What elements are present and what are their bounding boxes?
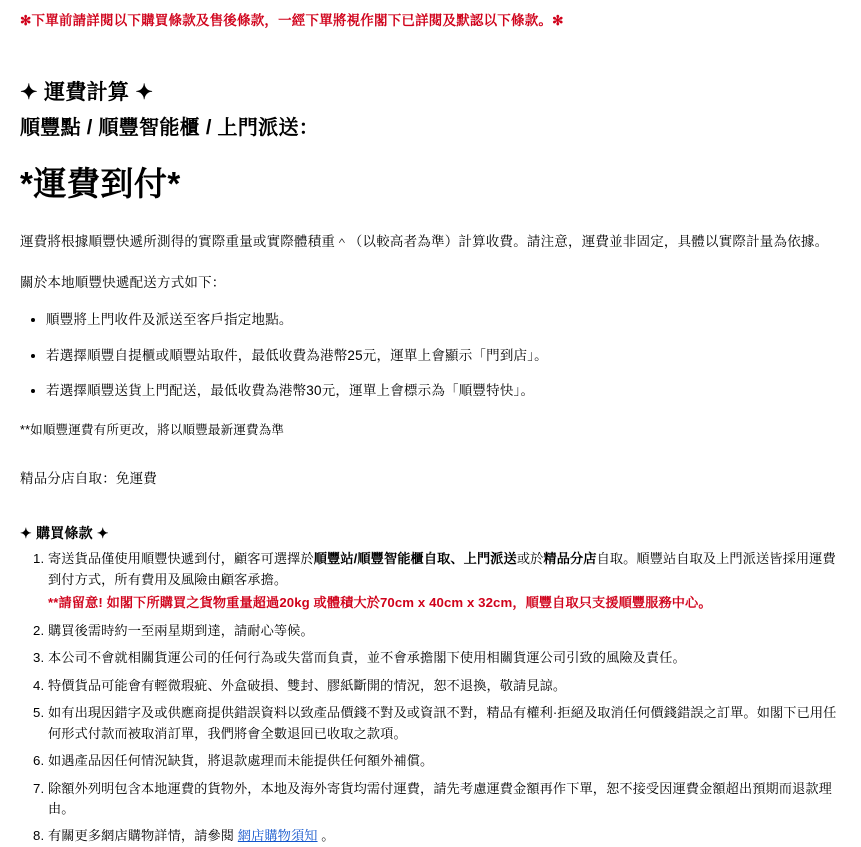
- list-item: • 若選擇順豐自提櫃或順豐站取件，最低收費為港幣25元，運單上會顯示「門到店」。: [46, 345, 841, 367]
- table-row: [48, 703, 841, 744]
- local-delivery-lead-text: 關於本地順豐快遞配送方式如下：: [20, 275, 226, 291]
- term-text-run: 購買後需時約一至兩星期到達，請耐心等候。: [48, 622, 314, 638]
- term-text-run: 本公司不會就相關貨運公司的任何行為或失當而負責，並不會承擔閣下使用相關貨運公司引致的風險及責任。: [48, 650, 686, 666]
- table-row: [48, 621, 841, 641]
- term-emphasis: 順豐站/順豐智能櫃自取、上門派送: [313, 551, 517, 567]
- term-text: [48, 551, 836, 586]
- oversize-warning-text: **請留意! 如閣下所購買之貨物重量超過20kg 或體積大於70cm x 40cm x 32cm，順豐自取只支援順豐服務中心。: [48, 595, 712, 611]
- freight-collect-heading: *運費到付*: [20, 165, 181, 203]
- term-text: [48, 678, 566, 693]
- term-text-run: 如遇產品因任何情況缺貨，將退款處理而未能提供任何額外補償。: [48, 753, 434, 769]
- term-text: [48, 781, 832, 816]
- term-emphasis: 精品分店: [543, 551, 597, 567]
- table-row: [48, 826, 841, 846]
- shipping-bullet-list: [20, 309, 841, 402]
- spacer: [20, 41, 841, 79]
- term-text-run: 寄送貨品僅使用順豐快遞到付，顧客可選擇於: [48, 551, 314, 567]
- term-sub-note: [48, 593, 841, 613]
- top-warning-banner: ✻下單前請詳閱以下購買條款及售後條款，一經下單將視作閣下已詳閱及默認以下條款。✻: [20, 13, 564, 28]
- list-item: • 若選擇順豐送貨上門配送，最低收費為港幣30元，運單上會標示為「順豐特快」。: [46, 380, 841, 402]
- term-text: [48, 705, 836, 740]
- shipping-section-title: ✦ 運費計算 ✦: [20, 80, 154, 104]
- term-text: [48, 623, 314, 638]
- term-text-run: 除額外列明包含本地運費的貨物外，本地及海外寄貨均需付運費，請先考慮運費金額再作下單，恕不接受因運費金額超出預期而退款理由。: [48, 780, 832, 816]
- terms-list: [20, 549, 841, 846]
- table-row: [48, 751, 841, 771]
- term-text-run: 如有出現因錯字及或供應商提供錯誤資料以致產品價錢不對及或資訊不對，精品有權利·拒絕及取消任何價錢錯誤之訂單。如閣下已用任何形式付款而被取消訂單，我們將會全數退回已收取之款項。: [48, 705, 837, 741]
- term-text-run: 特價貨品可能會有輕微瑕疵、外盒破損、雙封、膠紙斷開的情況，恕不退換，敬請見諒。: [48, 677, 567, 693]
- table-row: [48, 779, 841, 820]
- shipping-fee-change-note: **如順豐運費有所更改，將以順豐最新運費為準: [20, 422, 285, 437]
- term-text: [48, 650, 686, 665]
- shipping-methods-subtitle: 順豐點 / 順豐智能櫃 / 上門派送：: [20, 117, 320, 140]
- term-text-run: 自取。順豐站自取及上門派送皆採用運費到付方式，所有費用及風險由顧客承擔。: [48, 551, 836, 587]
- shipping-intro-text: 運費將根據順豐快遞所測得的實際重量或實際體積重＾（以較高者為準）計算收費。請注意，運費並非固定，具體以實際計量為依據。: [20, 233, 829, 249]
- table-row: [48, 648, 841, 668]
- term-text-run: 有關更多網店購物詳情，請參閱: [48, 828, 238, 844]
- table-row: [48, 549, 841, 613]
- term-text: [48, 753, 433, 768]
- shopping-guide-link[interactable]: 網店購物須知: [237, 828, 318, 844]
- store-pickup-free-shipping-note: 精品分店自取：免運費: [20, 470, 157, 486]
- list-item: • 順豐將上門收件及派送至客戶指定地點。: [46, 309, 841, 331]
- term-text-run: 或於: [516, 551, 544, 567]
- table-row: [48, 676, 841, 696]
- terms-section-title: ✦ 購買條款 ✦: [20, 525, 109, 542]
- term-text-run: 。: [317, 828, 335, 844]
